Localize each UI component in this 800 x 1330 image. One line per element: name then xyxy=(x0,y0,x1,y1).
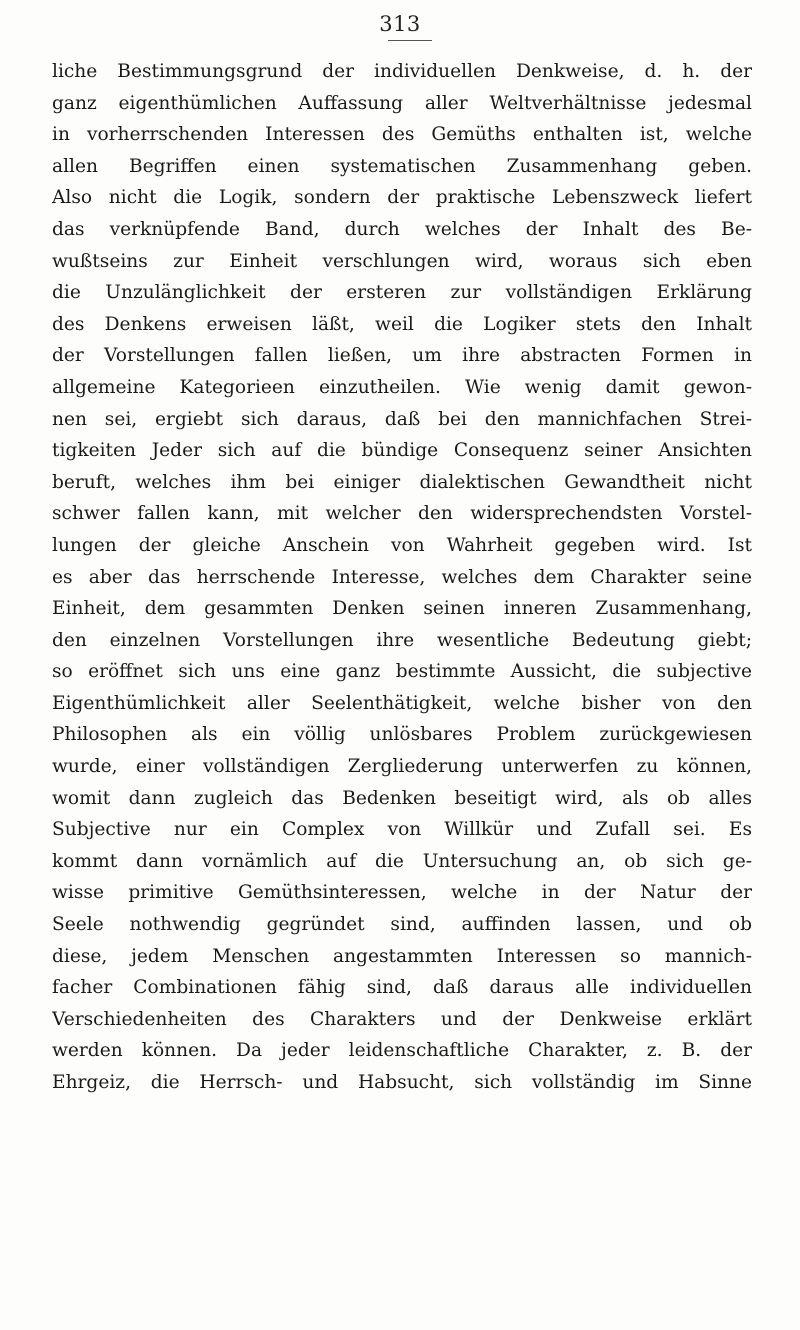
text-line: wisse primitive Gemüthsinteressen, welche in der Natur der xyxy=(52,882,752,904)
text-line: es aber das herrschende Interesse, welches dem Charakter seine xyxy=(52,566,752,588)
text-line: die Unzulänglichkeit der ersteren zur vollständigen Erklärung xyxy=(52,282,752,304)
text-line: werden können. Da jeder leidenschaftliche Charakter, z. B. der xyxy=(52,1040,752,1062)
text-line: Ehrgeiz, die Herrsch- und Habsucht, sich vollständig im Sinne xyxy=(52,1072,752,1093)
text-line: kommt dann vornämlich auf die Untersuchung an, ob sich ge- xyxy=(52,850,752,872)
text-line: den einzelnen Vorstellungen ihre wesentliche Bedeutung giebt; xyxy=(52,629,752,651)
text-line: liche Bestimmungsgrund der individuellen Denkweise, d. h. der xyxy=(52,61,752,82)
text-line: beruft, welches ihm bei einiger dialektischen Gewandtheit nicht xyxy=(52,471,752,493)
page-number-rule xyxy=(388,40,432,41)
page-number: 313 xyxy=(379,12,421,36)
text-line: Eigenthümlichkeit aller Seelenthätigkeit, welche bisher von den xyxy=(52,692,752,714)
text-line: tigkeiten Jeder sich auf die bündige Consequenz seiner Ansichten xyxy=(52,440,752,462)
text-line: Subjective nur ein Complex von Willkür und Zufall sei. Es xyxy=(52,819,752,841)
text-line: Also nicht die Logik, sondern der praktische Lebenszweck liefert xyxy=(52,187,752,209)
text-line: wußtseins zur Einheit verschlungen wird, woraus sich eben xyxy=(52,250,752,272)
text-line: allgemeine Kategorieen einzutheilen. Wie wenig damit gewon- xyxy=(52,376,752,398)
body-text xyxy=(52,56,752,1099)
text-line: facher Combinationen fähig sind, daß daraus alle individuellen xyxy=(52,977,752,999)
text-line: Verschiedenheiten des Charakters und der Denkweise erklärt xyxy=(52,1008,752,1030)
text-line: des Denkens erweisen läßt, weil die Logiker stets den Inhalt xyxy=(52,313,752,335)
text-line: lungen der gleiche Anschein von Wahrheit gegeben wird. Ist xyxy=(52,534,752,556)
text-line: der Vorstellungen fallen ließen, um ihre abstracten Formen in xyxy=(52,345,752,367)
text-line: Seele nothwendig gegründet sind, auffinden lassen, und ob xyxy=(52,914,752,936)
text-line: womit dann zugleich das Bedenken beseitigt wird, als ob alles xyxy=(52,787,752,809)
text-line: allen Begriffen einen systematischen Zusammenhang geben. xyxy=(52,155,752,177)
text-line: diese, jedem Menschen angestammten Interessen so mannich- xyxy=(52,945,752,967)
text-line: Einheit, dem gesammten Denken seinen inneren Zusammenhang, xyxy=(52,598,752,620)
text-line: so eröffnet sich uns eine ganz bestimmte Aussicht, die subjective xyxy=(52,661,752,683)
text-line: das verknüpfende Band, durch welches der Inhalt des Be- xyxy=(52,218,752,240)
text-line: ganz eigenthümlichen Auffassung aller Weltverhältnisse jedesmal xyxy=(52,92,752,114)
text-line: in vorherrschenden Interessen des Gemüths enthalten ist, welche xyxy=(52,124,752,146)
text-line: Philosophen als ein völlig unlösbares Problem zurückgewiesen xyxy=(52,724,752,746)
text-line: schwer fallen kann, mit welcher den widersprechendsten Vorstel- xyxy=(52,503,752,525)
text-line: nen sei, ergiebt sich daraus, daß bei den mannichfachen Strei- xyxy=(52,408,752,430)
text-line: wurde, einer vollständigen Zergliederung unterwerfen zu können, xyxy=(52,756,752,778)
